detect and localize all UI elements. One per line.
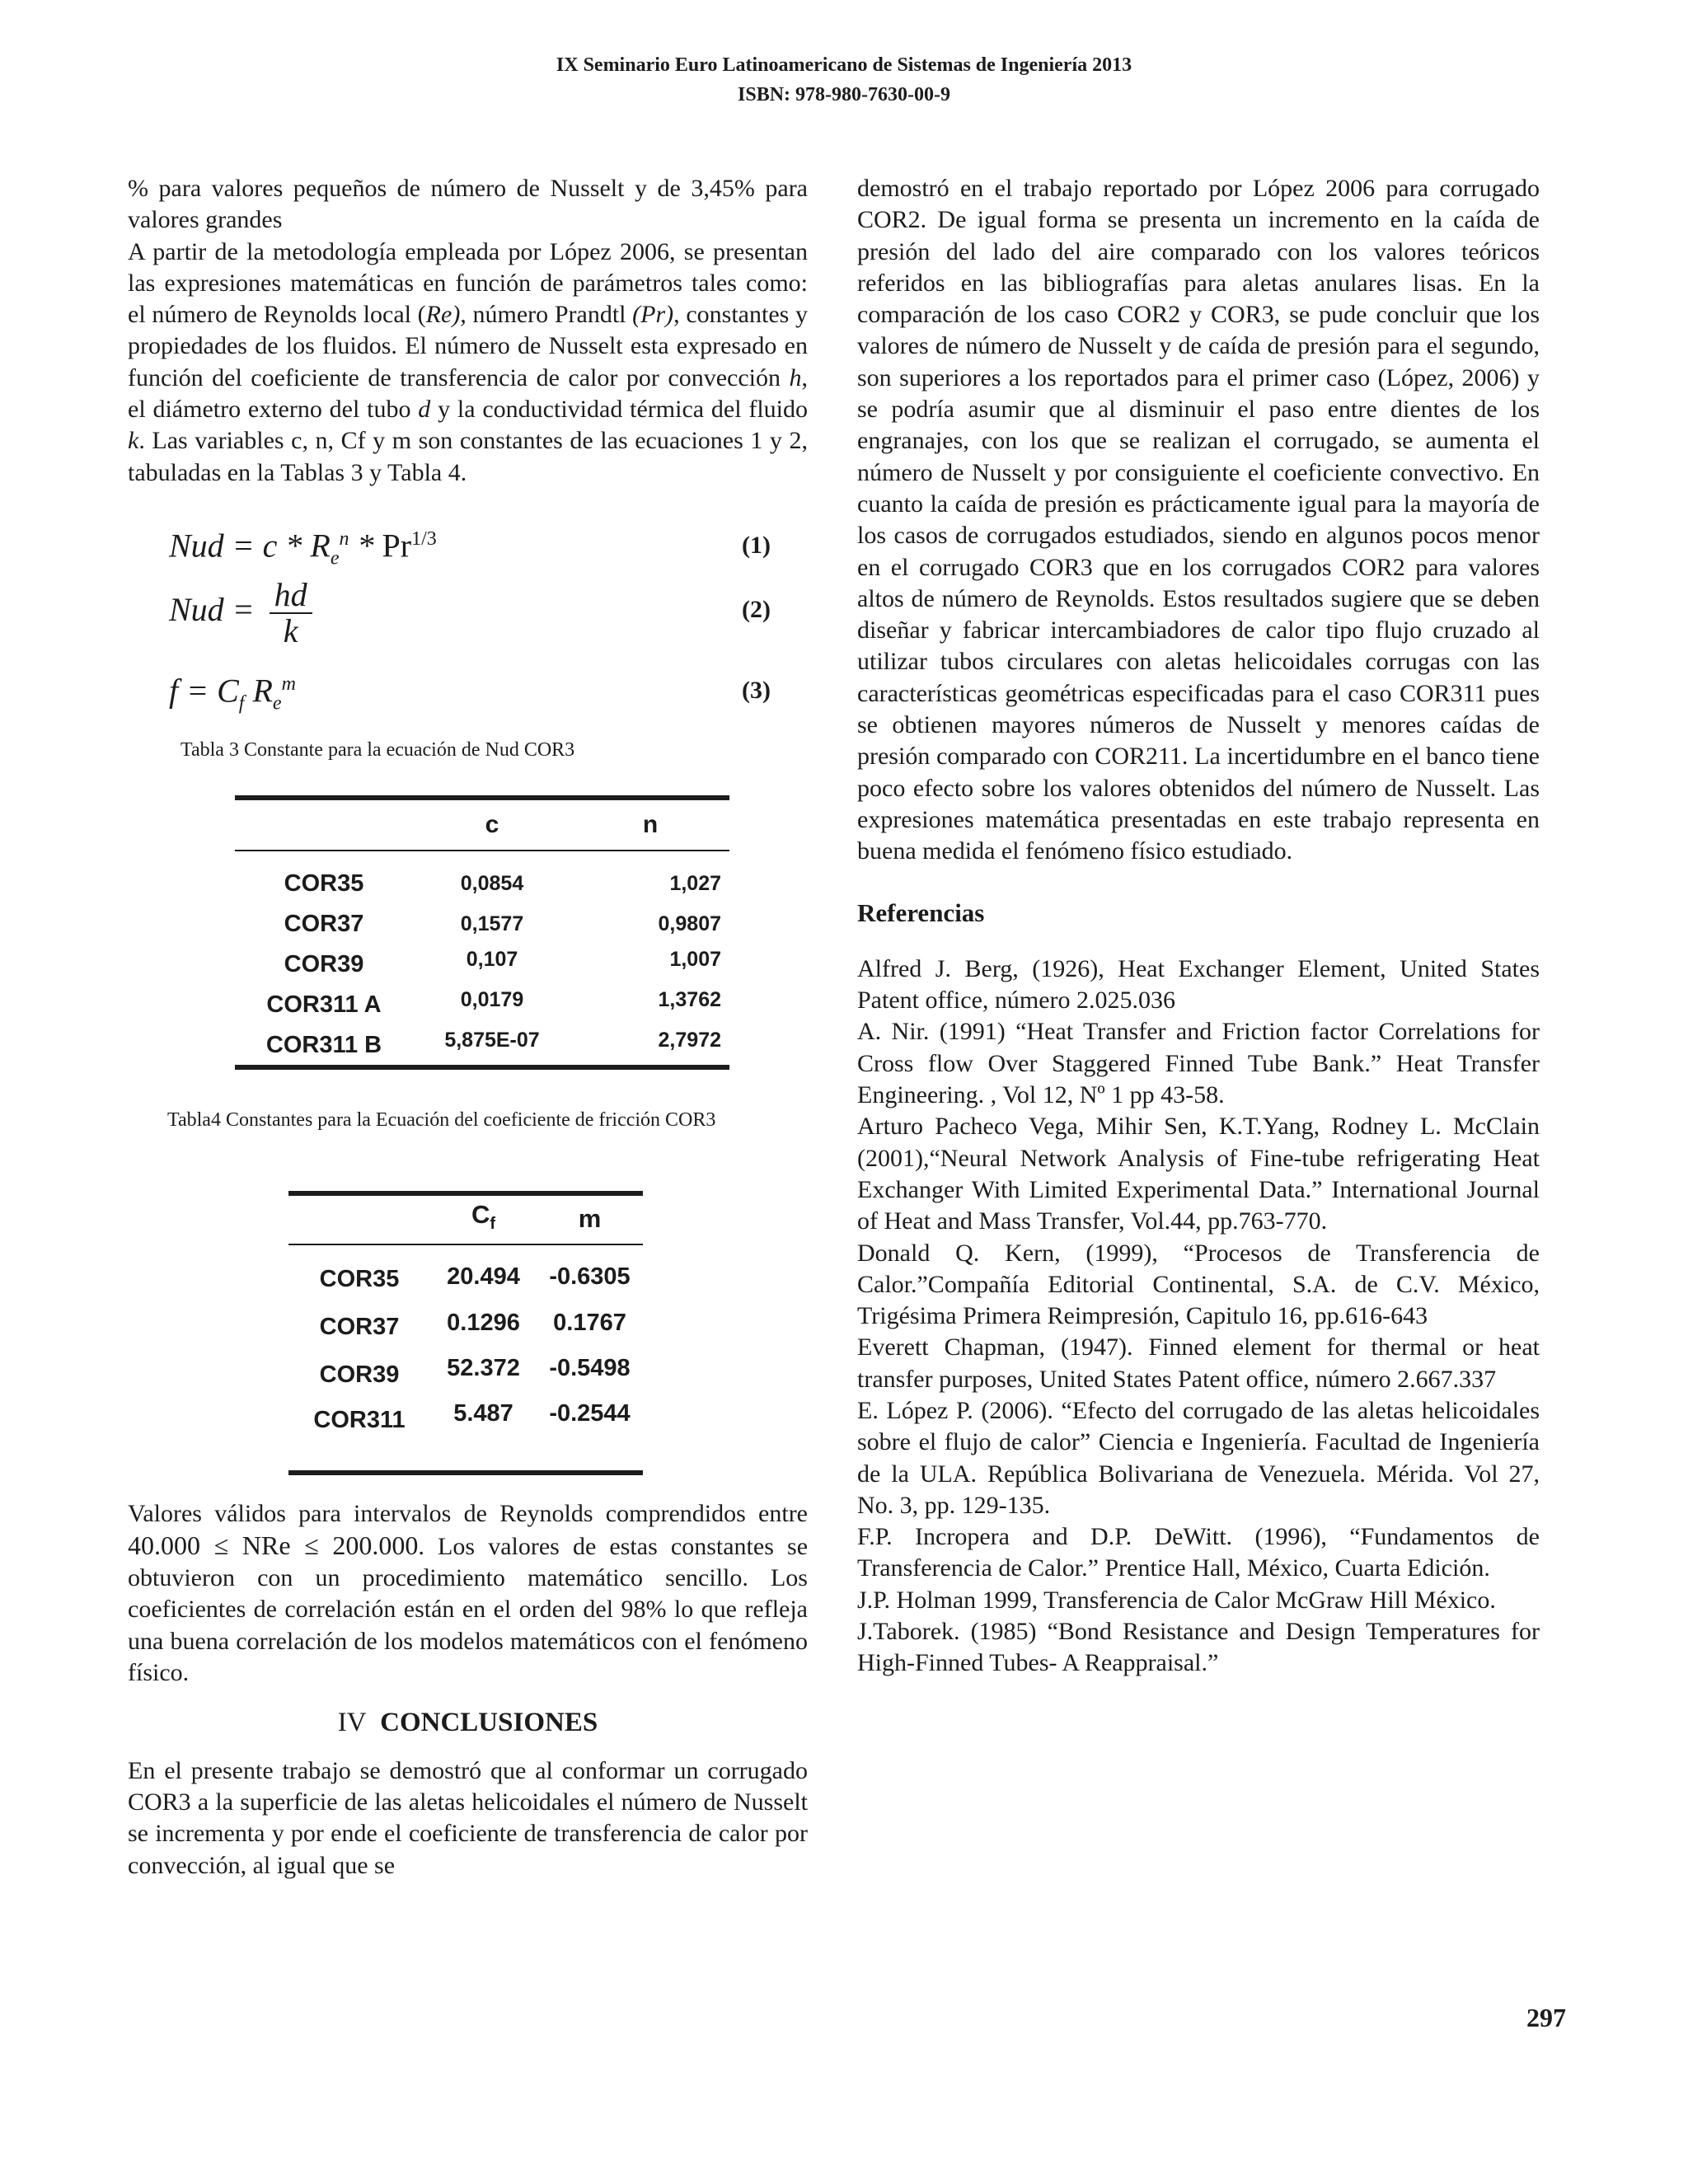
text-run-italic: h [789, 363, 802, 391]
table-row [288, 1352, 643, 1398]
table-cell: -0.2544 [549, 1399, 631, 1427]
equation-2: Nud = $\frac{hd}{k}$ (2) [169, 575, 771, 649]
paragraph-methodology [128, 237, 808, 489]
table-row [235, 984, 729, 1024]
table-cell: 0,0179 [460, 988, 524, 1012]
text-run-italic: Re), [425, 301, 467, 329]
text-run: , el diámetro externo del tubo [128, 363, 808, 424]
section-number: IV [337, 1708, 367, 1738]
equation-number: (3) [742, 676, 771, 704]
equation-number: (1) [742, 531, 771, 559]
reference-item: Arturo Pacheco Vega, Mihir Sen, K.T.Yang, Rodney L. McClain (2001),“Neural Network Analysis of Fine-tube refrigerating Heat Exchanger With Limited Experimental Data.” International Journal of Heat and Mass Transfer, Vol.44, pp.763-770. [857, 1113, 1540, 1235]
left-column [128, 173, 808, 1882]
table-cell: COR35 [284, 869, 364, 897]
table-cell: 20.494 [447, 1263, 520, 1290]
reference-item: E. López P. (2006). “Efecto del corrugado de las aletas helicoidales sobre el flujo de calor” Ciencia e Ingeniería. Facultad de Ingeniería de la ULA. República Bolivariana de Venezuela. Mérida. Vol 27, No. 3, pp. 129-135. [857, 1396, 1540, 1519]
reynolds-range: 40.000 ≤ NRe ≤ 200.000 [128, 1530, 419, 1560]
table-cell: -0.6305 [549, 1263, 631, 1290]
reference-item: Alfred J. Berg, (1926), Heat Exchanger Element, United States Patent office, número 2.025.036 [857, 954, 1540, 1015]
equation-number: (2) [742, 595, 771, 623]
table4-caption: Tabla4 Constantes para la Ecuación del coeficiente de fricción COR3 [167, 1109, 716, 1132]
text-run: . Las variables c, n, Cf y m son constantes de las ecuaciones 1 y 2, tabuladas en la Tablas 3 y Tabla 4. [128, 427, 808, 486]
table-row [235, 851, 729, 903]
equation-1: Nud = c * $R_e^n * Pr^{1/3}$ (1) [169, 527, 771, 569]
table-row [235, 1024, 729, 1067]
table-cell: COR311 [313, 1406, 406, 1433]
table-cell: COR37 [319, 1313, 400, 1340]
reference-item: A. Nir. (1991) “Heat Transfer and Friction factor Correlations for Cross flow Over Staggered Finned Tube Bank.” Heat Transfer Engineering. , Vol 12, Nº 1 pp 43-58. [857, 1018, 1540, 1109]
table-header-row [288, 1193, 643, 1244]
table-cell: 2,7972 [658, 1029, 721, 1052]
table-header-cell: $C_f$ [430, 1193, 537, 1244]
header-isbn: ISBN: 978-980-7630-00-9 [738, 84, 950, 105]
text-run-italic: k [128, 427, 139, 455]
table-row [288, 1244, 643, 1302]
table-cell: 1,027 [669, 871, 721, 895]
table-cell: 0.1296 [447, 1309, 520, 1336]
page-number: 297 [1526, 2003, 1566, 2032]
paragraph-validity [128, 1498, 808, 1690]
table-cell: COR311 B [265, 1031, 382, 1058]
reference-item: J.Taborek. (1985) “Bond Resistance and Design Temperatures for High-Finned Tubes- A Reappraisal.” [857, 1618, 1540, 1677]
table4 [288, 1191, 643, 1475]
table-cell: 0,9807 [658, 912, 721, 935]
table-header-row [235, 798, 729, 851]
section-heading [128, 1707, 808, 1738]
table-cell: -0.5498 [549, 1354, 631, 1381]
table-header-cell: n [571, 798, 729, 851]
reference-item: Donald Q. Kern, (1999), “Procesos de Transferencia de Calor.”Compañía Editorial Continental, S.A. de C.V. México, Trigésima Primera Reimpresión, Capitulo 16, pp.616-643 [857, 1239, 1540, 1330]
equation-3: $f = C_f$ $R_e^m$ (3) [169, 672, 771, 715]
table-row [288, 1398, 643, 1473]
table-header-cell: c [413, 798, 571, 851]
section-title: CONCLUSIONES [380, 1708, 598, 1738]
reference-item: J.P. Holman 1999, Transferencia de Calor McGraw Hill México. [857, 1586, 1496, 1614]
text-run: Valores válidos para intervalos de Reynolds comprendidos entre [128, 1499, 808, 1527]
text-run: y la conductividad térmica del fluido [430, 396, 809, 424]
table-cell: COR311 A [266, 991, 382, 1018]
table-cell: 0,1577 [460, 912, 524, 935]
paragraph-conclusions-cont: demostró en el trabajo reportado por López 2006 para corrugado COR2. De igual forma se presenta un incremento en la caída de presión del lado del aire comparado con los valores teóricos referidos en las bibliografías para aletas anulares lisas. En la comparación de los caso COR2 y COR3, se pude concluir que los valores de número de Nusselt y de caída de presión para el segundo, son superiores a los reportados para el primer caso (López, 2006) y se podría asumir que al disminuir el paso entre dientes de los engranajes, con los que se realizan el corrugado, se aumenta el número de Nusselt y por consiguiente el coeficiente convectivo. En cuanto la caída de presión es prácticamente igual para la mayoría de los casos de corrugados estudiados, siendo en algunos pocos menor en el corrugado COR3 que en los corrugados COR2 para valores altos de número de Reynolds. Estos resultados sugiere que se deben diseñar y fabricar intercambiadores de calor tipo flujo cruzado al utilizar tubos circulares con aletas helicoidales corrugas con las características geométricas especificadas para el caso COR311 pues se obtienen mayores números de Nusselt y menores caídas de presión comparado con COR211. La incertidumbre en el banco tiene poco efecto sobre los valores obtenidos del número de Nusselt. Las expresiones matemática presentadas en este trabajo representa en buena medida el fenómeno físico estudiado. [857, 175, 1540, 865]
table-cell: COR39 [284, 950, 364, 977]
paragraph-conclusions: En el presente trabajo se demostró que al conformar un corrugado COR3 a la superficie de las aletas helicoidales el número de Nusselt se incrementa y por ende el coeficiente de transferencia de calor por convección, al igual que se [128, 1756, 808, 1879]
references-list [857, 954, 1540, 1680]
table-cell: 1,007 [669, 948, 721, 972]
text-run-italic: (Pr) [632, 301, 674, 329]
table-cell: 0,0854 [460, 871, 524, 895]
table-cell: 52.372 [447, 1354, 520, 1381]
text-run: , constantes y propiedades de los fluidos. El número de Nusselt esta expresado en función del coeficiente de transferencia de calor por convección [128, 301, 808, 391]
header-title: IX Seminario Euro Latinoamericano de Sistemas de Ingeniería 2013 [556, 54, 1132, 76]
table-cell: 5,875E-07 [444, 1029, 540, 1052]
table-header-cell [288, 1193, 430, 1244]
table-header-cell: m [537, 1193, 643, 1244]
text-run: A partir de la metodología empleada por López 2006, se presentan las expresiones matemáticas en función de parámetros tales como: el número de Reynolds local ( [128, 237, 808, 329]
table-cell: 0.1767 [553, 1309, 626, 1336]
table-cell: 5.487 [453, 1399, 513, 1427]
reference-item: Everett Chapman, (1947). Finned element for thermal or heat transfer purposes, United States Patent office, número 2.667.337 [857, 1333, 1540, 1393]
table-row [235, 903, 729, 944]
text-run: . Los valores de estas constantes se obtuvieron con un procedimiento matemático sencillo. Los coeficientes de correlación están en el orden del 98% lo que refleja una buena correlación de los modelos matemáticos con el fenómeno físico. [128, 1532, 809, 1687]
table-row [288, 1302, 643, 1352]
text-run-italic: d [418, 396, 431, 424]
reference-item: F.P. Incropera and D.P. DeWitt. (1996), “Fundamentos de Transferencia de Calor.” Prentice Hall, México, Cuarta Edición. [857, 1523, 1540, 1582]
cf-symbol: C [471, 1199, 490, 1229]
table-cell: 1,3762 [658, 988, 721, 1012]
table-cell: 0,107 [466, 948, 518, 972]
table-cell: COR35 [319, 1265, 400, 1292]
table-cell: COR37 [284, 910, 364, 937]
table-row [235, 944, 729, 984]
text-run: número Prandtl [466, 301, 633, 329]
paragraph-intro: % para valores pequeños de número de Nusselt y de 3,45% para valores grandes [128, 175, 808, 234]
right-column [857, 173, 1540, 1680]
references-heading: Referencias [857, 898, 985, 927]
table3 [235, 795, 729, 1070]
table-cell: COR39 [319, 1361, 400, 1388]
table-header-cell [235, 798, 413, 851]
table3-caption: Tabla 3 Constante para la ecuación de Nud COR3 [181, 738, 575, 761]
